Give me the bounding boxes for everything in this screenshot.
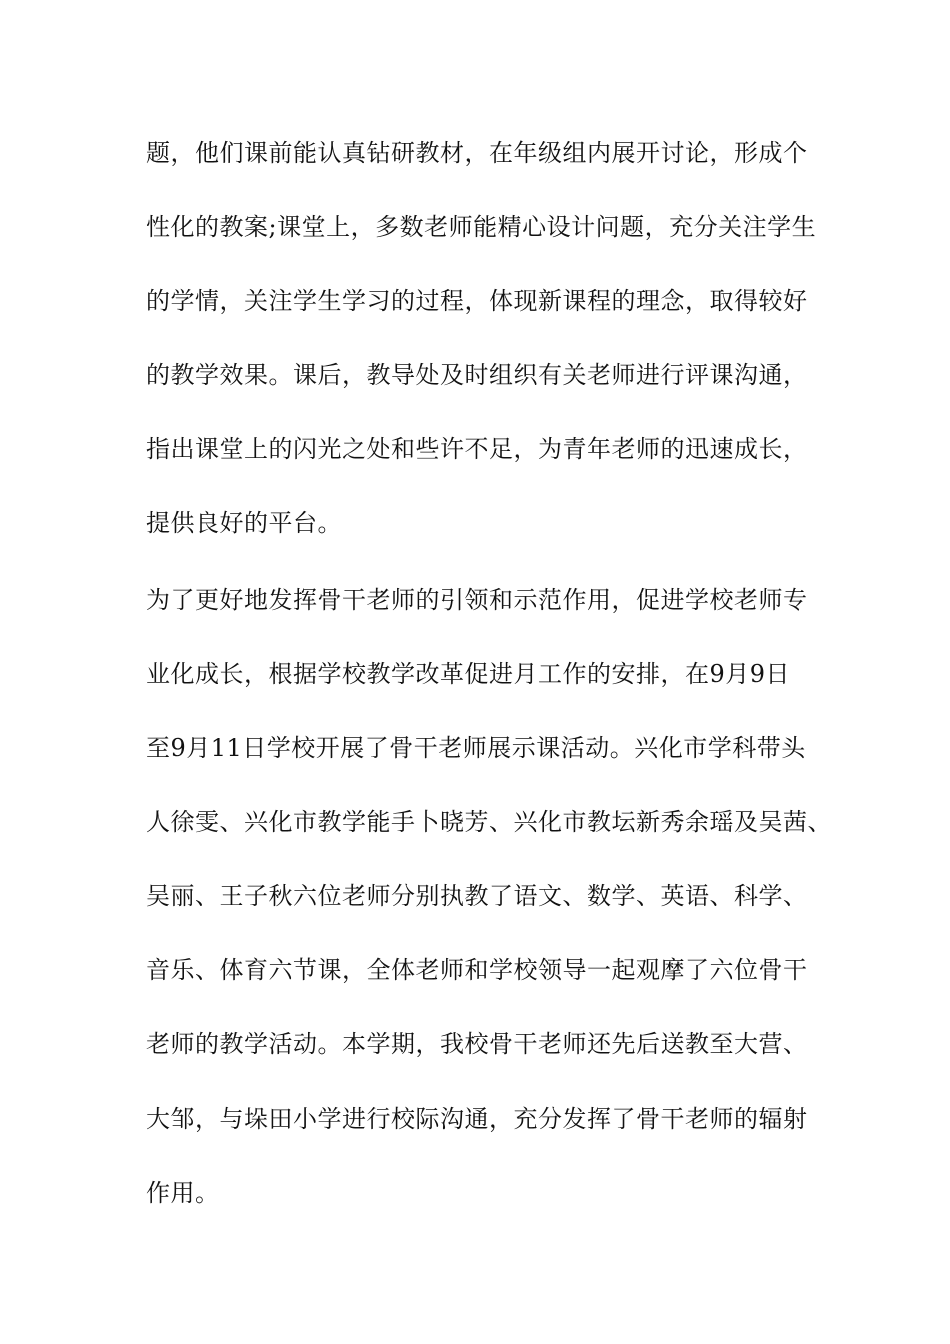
text-line: 吴丽、王子秋六位老师分别执教了语文、数学、英语、科学、 xyxy=(146,882,808,910)
text-line: 老师的教学活动。本学期，我校骨干老师还先后送教至大营、 xyxy=(146,1030,808,1058)
text-line: 指出课堂上的闪光之处和些许不足，为青年老师的迅速成长， xyxy=(146,435,808,463)
text-line: 人徐雯、兴化市教学能手卜晓芳、兴化市教坛新秀余瑶及吴茜、 xyxy=(146,808,832,836)
text-line: 的教学效果。课后，教导处及时组织有关老师进行评课沟通， xyxy=(146,361,808,389)
text-line: 业化成长，根据学校教学改革促进月工作的安排，在9月9日 xyxy=(146,660,791,688)
text-line: 提供良好的平台。 xyxy=(146,509,342,537)
text-line: 至9月11日学校开展了骨干老师展示课活动。兴化市学科带头 xyxy=(146,734,806,762)
text-line: 作用。 xyxy=(146,1179,220,1207)
text-line: 为了更好地发挥骨干老师的引领和示范作用，促进学校老师专 xyxy=(146,586,808,614)
text-line: 音乐、体育六节课，全体老师和学校领导一起观摩了六位骨干 xyxy=(146,956,808,984)
text-line: 大邹，与垛田小学进行校际沟通，充分发挥了骨干老师的辐射 xyxy=(146,1105,808,1133)
text-line: 的学情，关注学生学习的过程，体现新课程的理念，取得较好 xyxy=(146,287,808,315)
text-line: 题，他们课前能认真钻研教材，在年级组内展开讨论，形成个 xyxy=(146,139,808,167)
text-line: 性化的教案;课堂上，多数老师能精心设计问题，充分关注学生 xyxy=(146,213,817,241)
